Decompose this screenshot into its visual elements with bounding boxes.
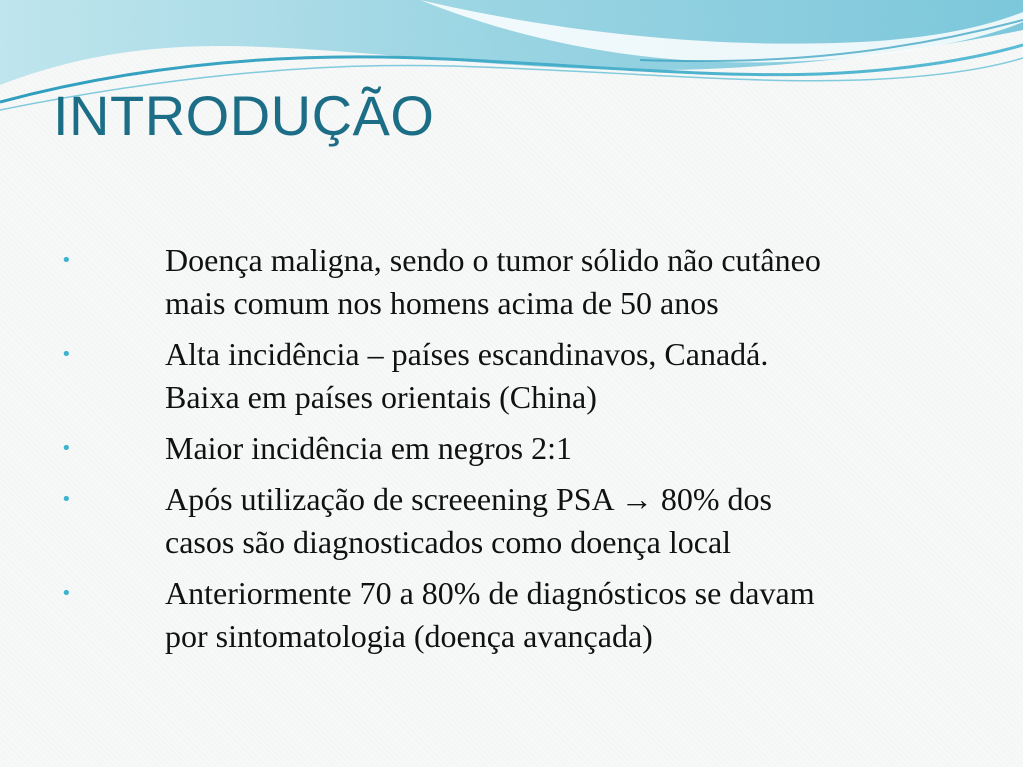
- bullet-dot-icon: •: [61, 489, 72, 510]
- list-item: [0, 572, 1023, 658]
- bullet-list: [0, 239, 1023, 666]
- slide-title: INTRODUÇÃO: [53, 84, 435, 147]
- bullet-dot-icon: •: [61, 250, 72, 271]
- list-item: [0, 333, 1023, 419]
- bullet-text: Doença maligna, sendo o tumor sólido não cutâneo mais comum nos homens acima de 50 anos: [165, 242, 821, 321]
- list-item: [0, 239, 1023, 325]
- bullet-dot-icon: •: [61, 344, 72, 365]
- list-item: [0, 478, 1023, 564]
- bullet-dot-icon: •: [61, 583, 72, 604]
- bullet-text: Após utilização de screeening PSA → 80% dos casos são diagnosticados como doença local: [165, 481, 772, 560]
- bullet-text: Anteriormente 70 a 80% de diagnósticos se davam por sintomatologia (doença avançada): [165, 575, 815, 654]
- bullet-text: Alta incidência – países escandinavos, Canadá. Baixa em países orientais (China): [165, 336, 769, 415]
- bullet-text: Maior incidência em negros 2:1: [165, 430, 572, 466]
- bullet-dot-icon: •: [61, 438, 72, 459]
- list-item: [0, 427, 1023, 470]
